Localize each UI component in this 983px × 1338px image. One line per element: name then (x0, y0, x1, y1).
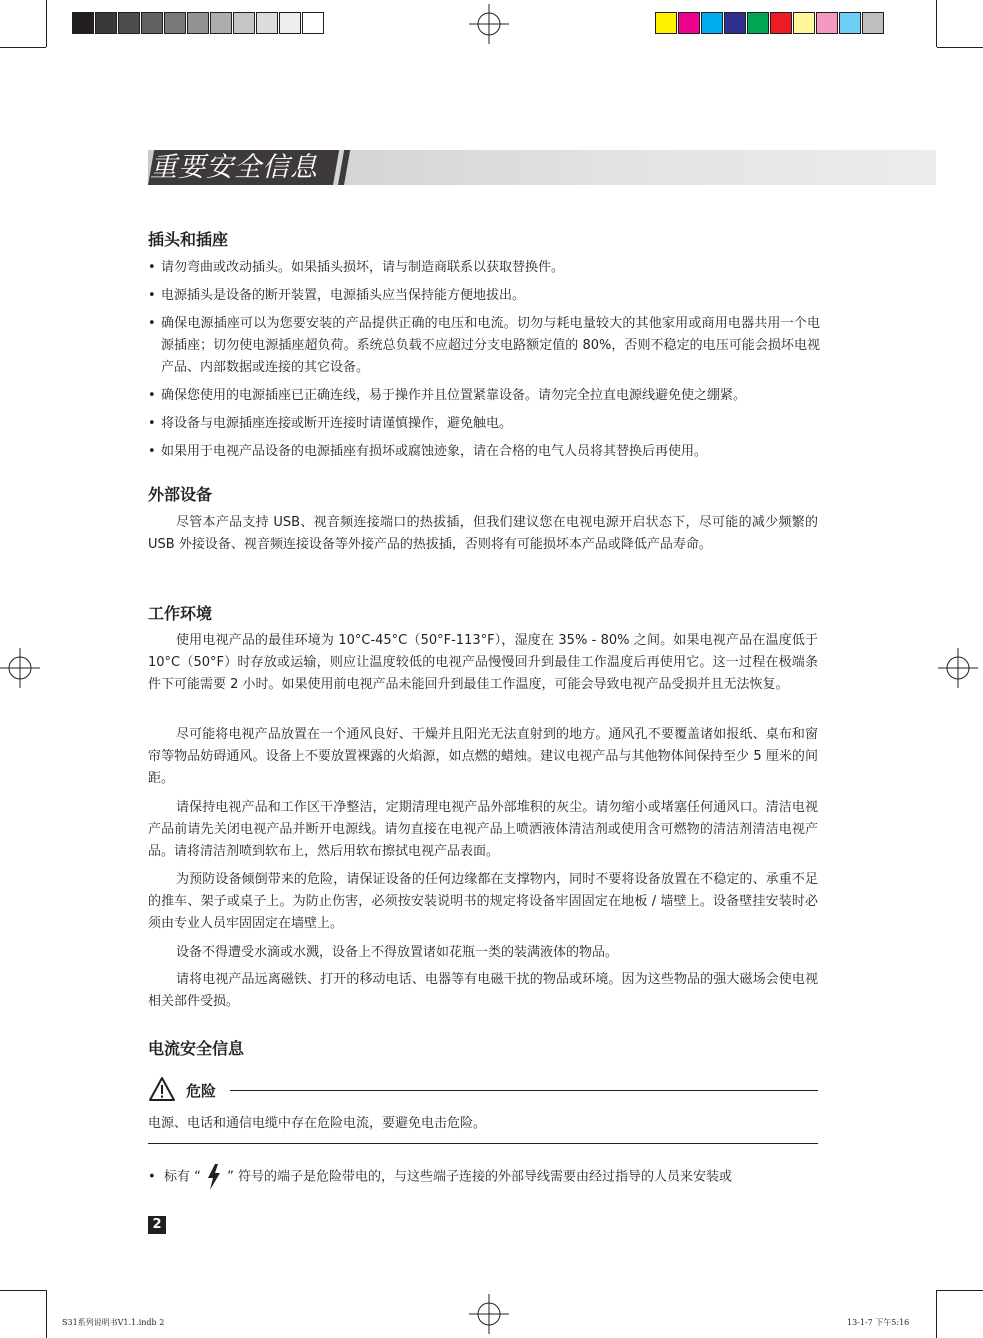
color-swatch (747, 12, 769, 34)
crop-mark-top-right-h (937, 47, 983, 48)
footer-timestamp: 13-1-7 下午5:16 (847, 1318, 910, 1327)
color-swatch (302, 12, 324, 34)
color-swatch (678, 12, 700, 34)
bullet-text-after: ” 符号的端子是危险带电的，与这些端子连接的外部导线需要由经过指导的人员来安装或 (227, 1169, 732, 1185)
danger-label: 危险 (186, 1082, 217, 1100)
warning-triangle-icon (148, 1076, 176, 1102)
list-item: • 电源插头是设备的断开装置，电源插头应当保持能方便地拔出。 (148, 285, 820, 307)
crop-mark-bottom-right-v (936, 1290, 937, 1338)
color-swatch (862, 12, 884, 34)
color-swatch (816, 12, 838, 34)
environment-paragraph: 为预防设备倾倒带来的危险，请保证设备的任何边缘都在支撑物内，同时不要将设备放置在不稳定的、承重不足的推车、架子或桌子上。为防止伤害，必须按安装说明书的规定将设备牢固固定在地板 / 墙壁上。设备壁挂安装时必须由专业人员牢固固定在墙壁上。 (148, 872, 818, 931)
page-number: 2 (148, 1216, 166, 1234)
list-item: • 如果用于电视产品设备的电源插座有损坏或腐蚀迹象，请在合格的电气人员将其替换后再使用。 (148, 441, 820, 463)
color-swatch (233, 12, 255, 34)
registration-mark-bottom (469, 1294, 509, 1334)
crop-mark-top-left-h (0, 47, 46, 48)
crop-mark-top-left-v (46, 0, 47, 47)
danger-header (148, 1076, 818, 1102)
crop-mark-bottom-right-h (937, 1290, 983, 1291)
danger-bottom-rule (148, 1143, 818, 1144)
bullet-dot: • (148, 1169, 160, 1185)
section-heading-plugs: 插头和插座 (148, 230, 229, 249)
color-swatch (210, 12, 232, 34)
section-heading-environment: 工作环境 (148, 604, 213, 623)
color-swatch (118, 12, 140, 34)
list-item: • 请勿弯曲或改动插头。如果插头损坏，请与制造商联系以获取替换件。 (148, 257, 820, 279)
color-swatch (839, 12, 861, 34)
page-title: 重要安全信息 (150, 152, 318, 183)
registration-mark-top (469, 4, 509, 44)
external-paragraph: 尽管本产品支持 USB、视音频连接端口的热拔插，但我们建议您在电视电源开启状态下，尽可能的减少频繁的 USB 外接设备、视音频连接设备等外接产品的热拔插，否则将有可能损坏本产品或降低产品寿命。 (148, 515, 818, 552)
footer-file-info: S31系列说明书V1.1.indb 2 (62, 1318, 165, 1327)
bullet-text-before: 标有 “ (163, 1169, 201, 1185)
crop-mark-top-right-v (936, 0, 937, 47)
environment-paragraph: 尽可能将电视产品放置在一个通风良好、干燥并且阳光无法直射到的地方。通风孔不要覆盖诸如报纸、桌布和窗帘等物品妨碍通风。设备上不要放置裸露的火焰源，如点燃的蜡烛。建议电视产品与其他物体间保持至少 5 厘米的间距。 (148, 727, 818, 786)
registration-mark-left (0, 648, 40, 688)
section-heading-electrical: 电流安全信息 (148, 1039, 245, 1058)
color-swatch (701, 12, 723, 34)
cmyk-color-bar (655, 12, 885, 34)
color-swatch (279, 12, 301, 34)
list-item: • 确保电源插座可以为您要安装的产品提供正确的电压和电流。切勿与耗电量较大的其他家用或商用电器共用一个电源插座；切勿使电源插座超负荷。系统总负载不应超过分支电路额定值的 80%，否则不稳定的电压可能会损坏电视产品、内部数据或连接的其它设备。 (148, 313, 820, 379)
color-swatch (256, 12, 278, 34)
environment-paragraph: 使用电视产品的最佳环境为 10°C-45°C（50°F-113°F），湿度在 35% - 80% 之间。如果电视产品在温度低于 10°C（50°F）时存放或运输，则应让温度较低的电视产品慢慢回升到最佳工作温度后再使用它。这一过程在极端条件下可能需要 2 小时。如果使用前电视产品未能回升到最佳工作温度，可能会导致电视产品受损并且无法恢复。 (148, 633, 818, 692)
danger-text: 电源、电话和通信电缆中存在危险电流，要避免电击危险。 (148, 1116, 487, 1131)
gray-color-bar (72, 12, 325, 34)
color-swatch (72, 12, 94, 34)
plugs-bullet-list (148, 257, 820, 469)
color-swatch (724, 12, 746, 34)
color-swatch (164, 12, 186, 34)
crop-mark-bottom-left-v (46, 1290, 47, 1338)
list-item: • 将设备与电源插座连接或断开连接时请谨慎操作，避免触电。 (148, 413, 820, 435)
electrical-bullet (148, 1164, 820, 1191)
registration-mark-right (938, 648, 978, 688)
environment-paragraph: 设备不得遭受水滴或水溅，设备上不得放置诸如花瓶一类的装满液体的物品。 (176, 945, 619, 960)
environment-paragraph: 请将电视产品远离磁铁、打开的移动电话、电器等有电磁干扰的物品或环境。因为这些物品的强大磁场会使电视相关部件受损。 (148, 972, 818, 1009)
environment-paragraph: 请保持电视产品和工作区干净整洁，定期清理电视产品外部堆积的灰尘。请勿缩小或堵塞任何通风口。清洁电视产品前请先关闭电视产品并断开电源线。请勿直接在电视产品上喷洒液体清洁剂或使用含可燃物的清洁剂清洁电视产品。请将清洁剂喷到软布上，然后用软布擦拭电视产品表面。 (148, 800, 818, 859)
crop-mark-bottom-left-h (0, 1290, 46, 1291)
color-swatch (95, 12, 117, 34)
color-swatch (187, 12, 209, 34)
color-swatch (770, 12, 792, 34)
lightning-bolt-icon (205, 1164, 223, 1190)
list-item: • 确保您使用的电源插座已正确连线，易于操作并且位置紧靠设备。请勿完全拉直电源线避免使之绷紧。 (148, 385, 820, 407)
danger-rule (230, 1090, 818, 1091)
color-swatch (141, 12, 163, 34)
section-heading-external: 外部设备 (148, 485, 213, 504)
color-swatch (793, 12, 815, 34)
color-swatch (655, 12, 677, 34)
